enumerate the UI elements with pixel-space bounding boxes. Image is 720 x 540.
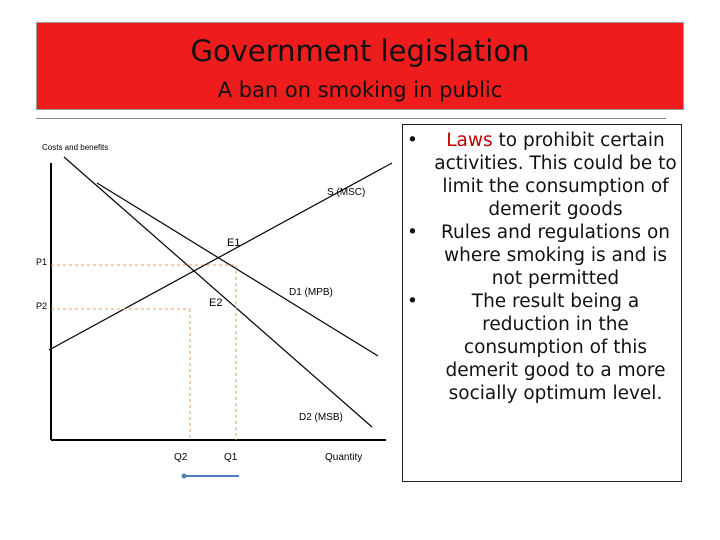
- shift-marker-dot: [182, 474, 187, 479]
- slide-title: Government legislation: [190, 34, 530, 68]
- bullet-text: to prohibit certain activities. This could be to limit the consumption of demerit goods: [434, 130, 677, 220]
- q2-label: Q2: [174, 452, 188, 463]
- supply-label: S (MSC): [327, 187, 366, 198]
- demand-mpb-curve: [97, 183, 378, 356]
- bullet-marker: •: [407, 291, 418, 312]
- y-axis-label: Costs and benefits: [42, 143, 109, 152]
- bullet-highlight-laws: Laws: [446, 130, 493, 151]
- bullet-text: Rules and regulations on where smoking is and is not permitted: [440, 222, 670, 289]
- x-axis-label: Quantity: [325, 452, 363, 463]
- bullet-item: [403, 290, 683, 405]
- p1-label: P1: [36, 257, 48, 267]
- q1-label: Q1: [224, 452, 238, 463]
- bullet-item: [403, 129, 683, 221]
- demand-msb-label: D2 (MSB): [299, 412, 343, 423]
- e1-label: E1: [227, 237, 241, 249]
- bullet-marker: •: [407, 222, 418, 243]
- bullet-item: [403, 221, 683, 290]
- e2-label: E2: [209, 297, 223, 309]
- p2-label: P2: [36, 301, 48, 311]
- slide-subtitle: A ban on smoking in public: [217, 78, 503, 102]
- bullet-text: The result being a reduction in the consumption of this demerit good to a more socially optimum level.: [445, 291, 666, 404]
- bullet-marker: •: [407, 130, 418, 151]
- demand-mpb-label: D1 (MPB): [289, 287, 333, 298]
- bullet-list: [403, 129, 683, 405]
- bullet-text-box: [402, 124, 682, 482]
